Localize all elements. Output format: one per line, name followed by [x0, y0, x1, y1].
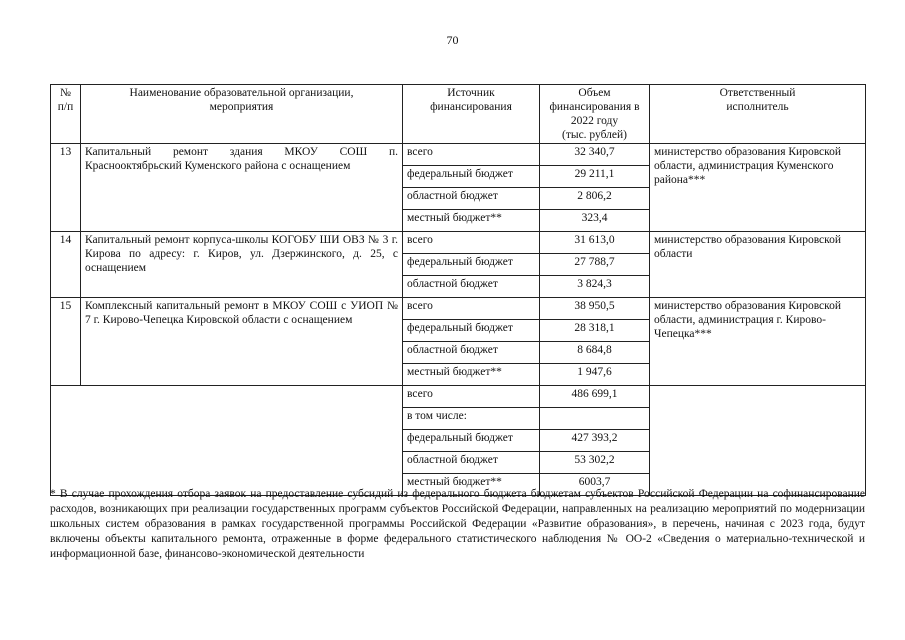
- total-source: всего: [403, 386, 540, 408]
- financing-amount: 1 947,6: [540, 364, 650, 386]
- total-source: в том числе:: [403, 408, 540, 430]
- financing-source: всего: [403, 298, 540, 320]
- total-source: федеральный бюджет: [403, 430, 540, 452]
- financing-source: областной бюджет: [403, 276, 540, 298]
- header-source: Источник финансирования: [403, 85, 540, 144]
- organization-name: Комплексный капитальный ремонт в МКОУ СОШ с УИОП № 7 г. Кирово-Чепецка Кировской области с оснащением: [81, 298, 403, 386]
- header-amount: Объем финансирования в 2022 году (тыс. рублей): [540, 85, 650, 144]
- financing-amount: 8 684,8: [540, 342, 650, 364]
- total-amount: 486 699,1: [540, 386, 650, 408]
- total-row: [51, 386, 866, 408]
- total-amount: 6003,7: [540, 474, 650, 496]
- financing-source: федеральный бюджет: [403, 254, 540, 276]
- financing-source: федеральный бюджет: [403, 166, 540, 188]
- financing-source: всего: [403, 144, 540, 166]
- total-amount: 427 393,2: [540, 430, 650, 452]
- financing-table: [50, 84, 866, 496]
- financing-amount: 32 340,7: [540, 144, 650, 166]
- total-executor-blank: [650, 386, 866, 496]
- financing-source: всего: [403, 232, 540, 254]
- row-number: 15: [51, 298, 81, 386]
- financing-source: федеральный бюджет: [403, 320, 540, 342]
- total-source: областной бюджет: [403, 452, 540, 474]
- footnote: [50, 487, 865, 562]
- responsible-executor: министерство образования Кировской области: [650, 232, 866, 298]
- financing-source: местный бюджет**: [403, 364, 540, 386]
- table-row: [51, 144, 866, 166]
- table-row: [51, 232, 866, 254]
- financing-source: местный бюджет**: [403, 210, 540, 232]
- table-header-row: [51, 85, 866, 144]
- organization-name: Капитальный ремонт здания МКОУ СОШ п. Краснооктябрьский Куменского района с оснащением: [81, 144, 403, 232]
- financing-amount: 28 318,1: [540, 320, 650, 342]
- total-blank-cell: [51, 386, 403, 496]
- financing-amount: 3 824,3: [540, 276, 650, 298]
- total-amount: [540, 408, 650, 430]
- page-number: 70: [446, 33, 459, 47]
- footnote-text: * В случае прохождения отбора заявок на предоставление субсидий из федерального бюджета бюджетам субъектов Российской Федерации на софинансирование расходов, возникающих при реализации государственных программ субъектов Российской Федерации, направленных на реализацию мероприятий по модернизации школьных систем образования в рамках государственной программы Российской Федерации «Развитие образования», в перечень, начиная с 2023 года, будут включены объекты капитального ремонта, отраженные в форме федерального статистического наблюдения № ОО-2 «Сведения о материально-технической и информационной базе, финансово-экономической деятельности: [50, 488, 865, 560]
- financing-amount: 38 950,5: [540, 298, 650, 320]
- total-amount: 53 302,2: [540, 452, 650, 474]
- header-name: Наименование образовательной организации, мероприятия: [81, 85, 403, 144]
- header-executor: Ответственный исполнитель: [650, 85, 866, 144]
- total-source: местный бюджет**: [403, 474, 540, 496]
- financing-amount: 29 211,1: [540, 166, 650, 188]
- financing-source: областной бюджет: [403, 188, 540, 210]
- organization-name: Капитальный ремонт корпуса-школы КОГОБУ ШИ ОВЗ № 3 г. Кирова по адресу: г. Киров, ул. Дзержинского, д. 25, с оснащением: [81, 232, 403, 298]
- row-number: 13: [51, 144, 81, 232]
- row-number: 14: [51, 232, 81, 298]
- financing-amount: 31 613,0: [540, 232, 650, 254]
- financing-source: областной бюджет: [403, 342, 540, 364]
- financing-amount: 27 788,7: [540, 254, 650, 276]
- responsible-executor: министерство образования Кировской области, администрация Куменского района***: [650, 144, 866, 232]
- table-row: [51, 298, 866, 320]
- financing-amount: 2 806,2: [540, 188, 650, 210]
- responsible-executor: министерство образования Кировской области, администрация г. Кирово-Чепецка***: [650, 298, 866, 386]
- financing-amount: 323,4: [540, 210, 650, 232]
- header-num: № п/п: [51, 85, 81, 144]
